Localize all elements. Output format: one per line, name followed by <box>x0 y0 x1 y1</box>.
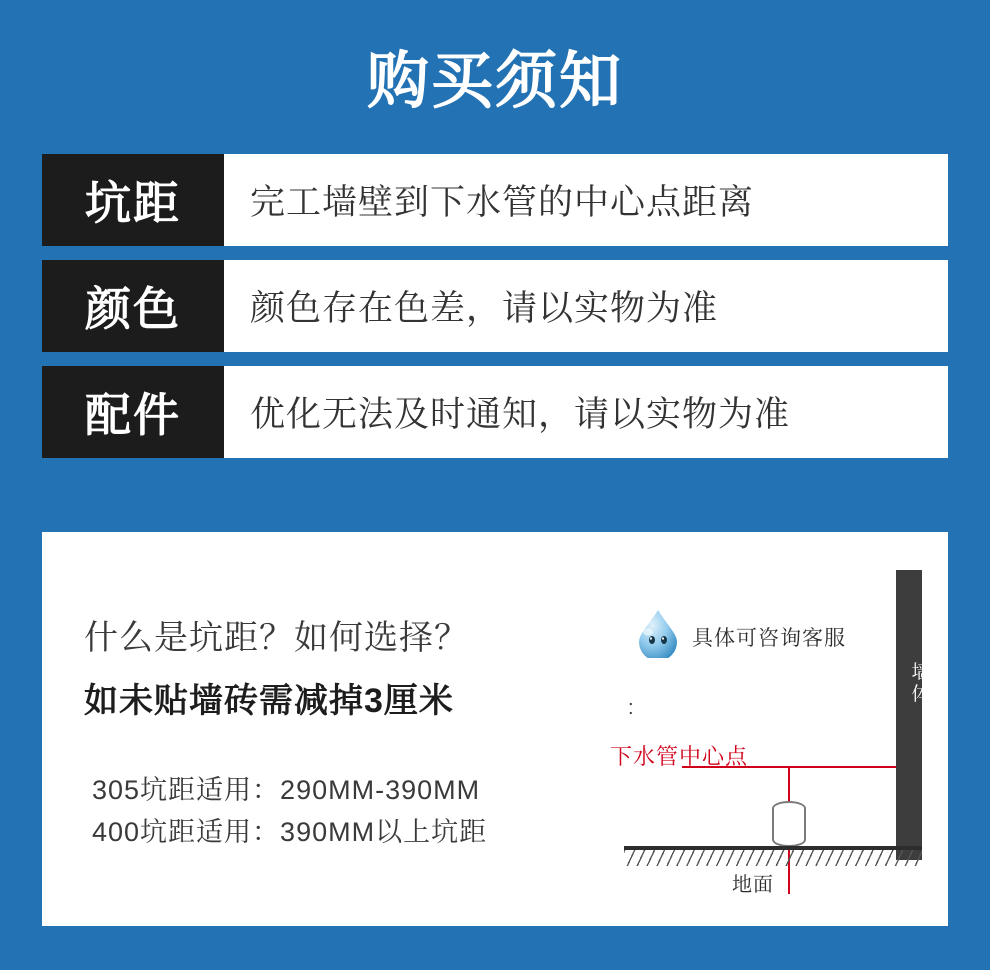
wall-shape <box>896 570 922 860</box>
page-title: 购买须知 <box>366 47 623 116</box>
notice-text: 优化无法及时通知，请以实物为准 <box>250 395 791 435</box>
notice-row <box>42 260 948 352</box>
notice-tag-label: 坑距 <box>42 154 224 246</box>
pit-distance-diagram <box>582 550 932 910</box>
spec-list <box>84 770 564 854</box>
info-question: 什么是坑距？如何选择？ <box>84 619 469 657</box>
info-card <box>42 532 948 926</box>
drain-pipe-shape <box>772 801 806 847</box>
notice-text: 颜色存在色差，请以实物为准 <box>250 289 719 329</box>
ground-label: 地面 <box>732 874 774 896</box>
notice-text: 完工墙壁到下水管的中心点距离 <box>250 183 755 223</box>
spec-line: 305坑距适用：290MM-390MM <box>92 775 481 805</box>
notice-row <box>42 366 948 458</box>
ground-hatching <box>624 850 922 866</box>
center-point-label: 下水管中心点 <box>610 744 749 769</box>
info-card-text-block <box>84 610 564 854</box>
wall-label: 墙体 <box>911 662 931 705</box>
diagram-tick-mark: : <box>628 697 634 719</box>
info-highlight: 如未贴墙砖需减掉3厘米 <box>84 682 454 720</box>
spec-line: 400坑距适用：390MM以上坑距 <box>92 816 488 847</box>
notice-list <box>42 154 948 458</box>
notice-tag-label: 颜色 <box>42 260 224 352</box>
water-drop-icon <box>634 608 682 658</box>
notice-tag-label: 配件 <box>42 366 224 458</box>
notice-row <box>42 154 948 246</box>
service-note: 具体可咨询客服 <box>692 627 846 650</box>
